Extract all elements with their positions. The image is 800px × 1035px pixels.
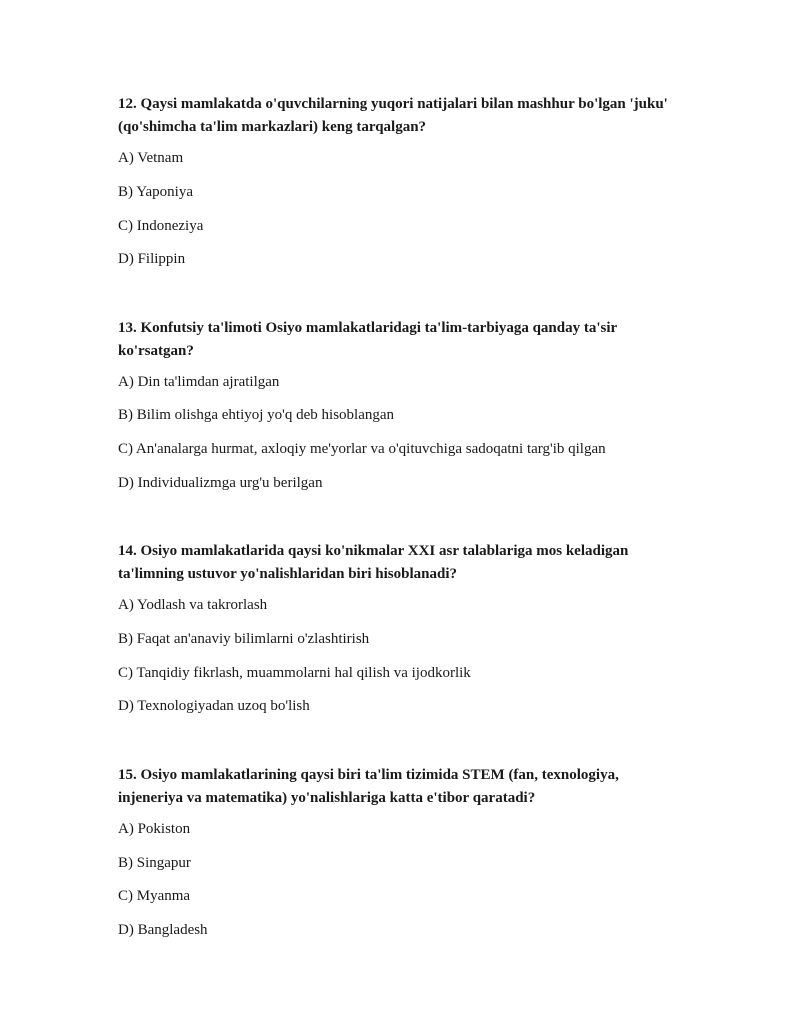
option-c: C) Indoneziya bbox=[118, 218, 204, 234]
option-d: D) Individualizmga urg'u berilgan bbox=[118, 475, 323, 491]
question-15 bbox=[118, 764, 678, 938]
question-text: 12. Qaysi mamlakatda o'quvchilarning yuqori natijalari bilan mashhur bo'lgan 'juku' (qo'shimcha ta'lim markazlari) keng tarqalgan? bbox=[118, 96, 668, 135]
option-b: B) Bilim olishga ehtiyoj yo'q deb hisoblangan bbox=[118, 407, 395, 423]
question-text: 13. Konfutsiy ta'limoti Osiyo mamlakatlaridagi ta'lim-tarbiyaga qanday ta'sir ko'rsatgan? bbox=[118, 320, 617, 359]
option-b: B) Yaponiya bbox=[118, 184, 194, 200]
option-d: D) Texnologiyadan uzoq bo'lish bbox=[118, 698, 310, 714]
option-a: A) Vetnam bbox=[118, 150, 184, 166]
question-14 bbox=[118, 540, 678, 714]
option-c: C) An'analarga hurmat, axloqiy me'yorlar va o'qituvchiga sadoqatni targ'ib qilgan bbox=[118, 441, 606, 457]
question-12 bbox=[118, 93, 678, 267]
option-a: A) Yodlash va takrorlash bbox=[118, 597, 268, 613]
option-a: A) Pokiston bbox=[118, 821, 191, 837]
option-a: A) Din ta'limdan ajratilgan bbox=[118, 374, 280, 390]
option-c: C) Tanqidiy fikrlash, muammolarni hal qilish va ijodkorlik bbox=[118, 665, 471, 681]
option-d: D) Bangladesh bbox=[118, 922, 208, 938]
option-b: B) Singapur bbox=[118, 855, 191, 871]
question-text: 14. Osiyo mamlakatlarida qaysi ko'nikmalar XXI asr talablariga mos keladigan ta'limning ustuvor yo'nalishlaridan biri hisoblanadi? bbox=[118, 543, 629, 582]
question-text: 15. Osiyo mamlakatlarining qaysi biri ta'lim tizimida STEM (fan, texnologiya, injeneriya va matematika) yo'nalishlariga katta e'tibor qaratadi? bbox=[118, 767, 619, 806]
question-13 bbox=[118, 317, 678, 491]
option-c: C) Myanma bbox=[118, 888, 191, 904]
option-b: B) Faqat an'anaviy bilimlarni o'zlashtirish bbox=[118, 631, 370, 647]
option-d: D) Filippin bbox=[118, 251, 186, 267]
